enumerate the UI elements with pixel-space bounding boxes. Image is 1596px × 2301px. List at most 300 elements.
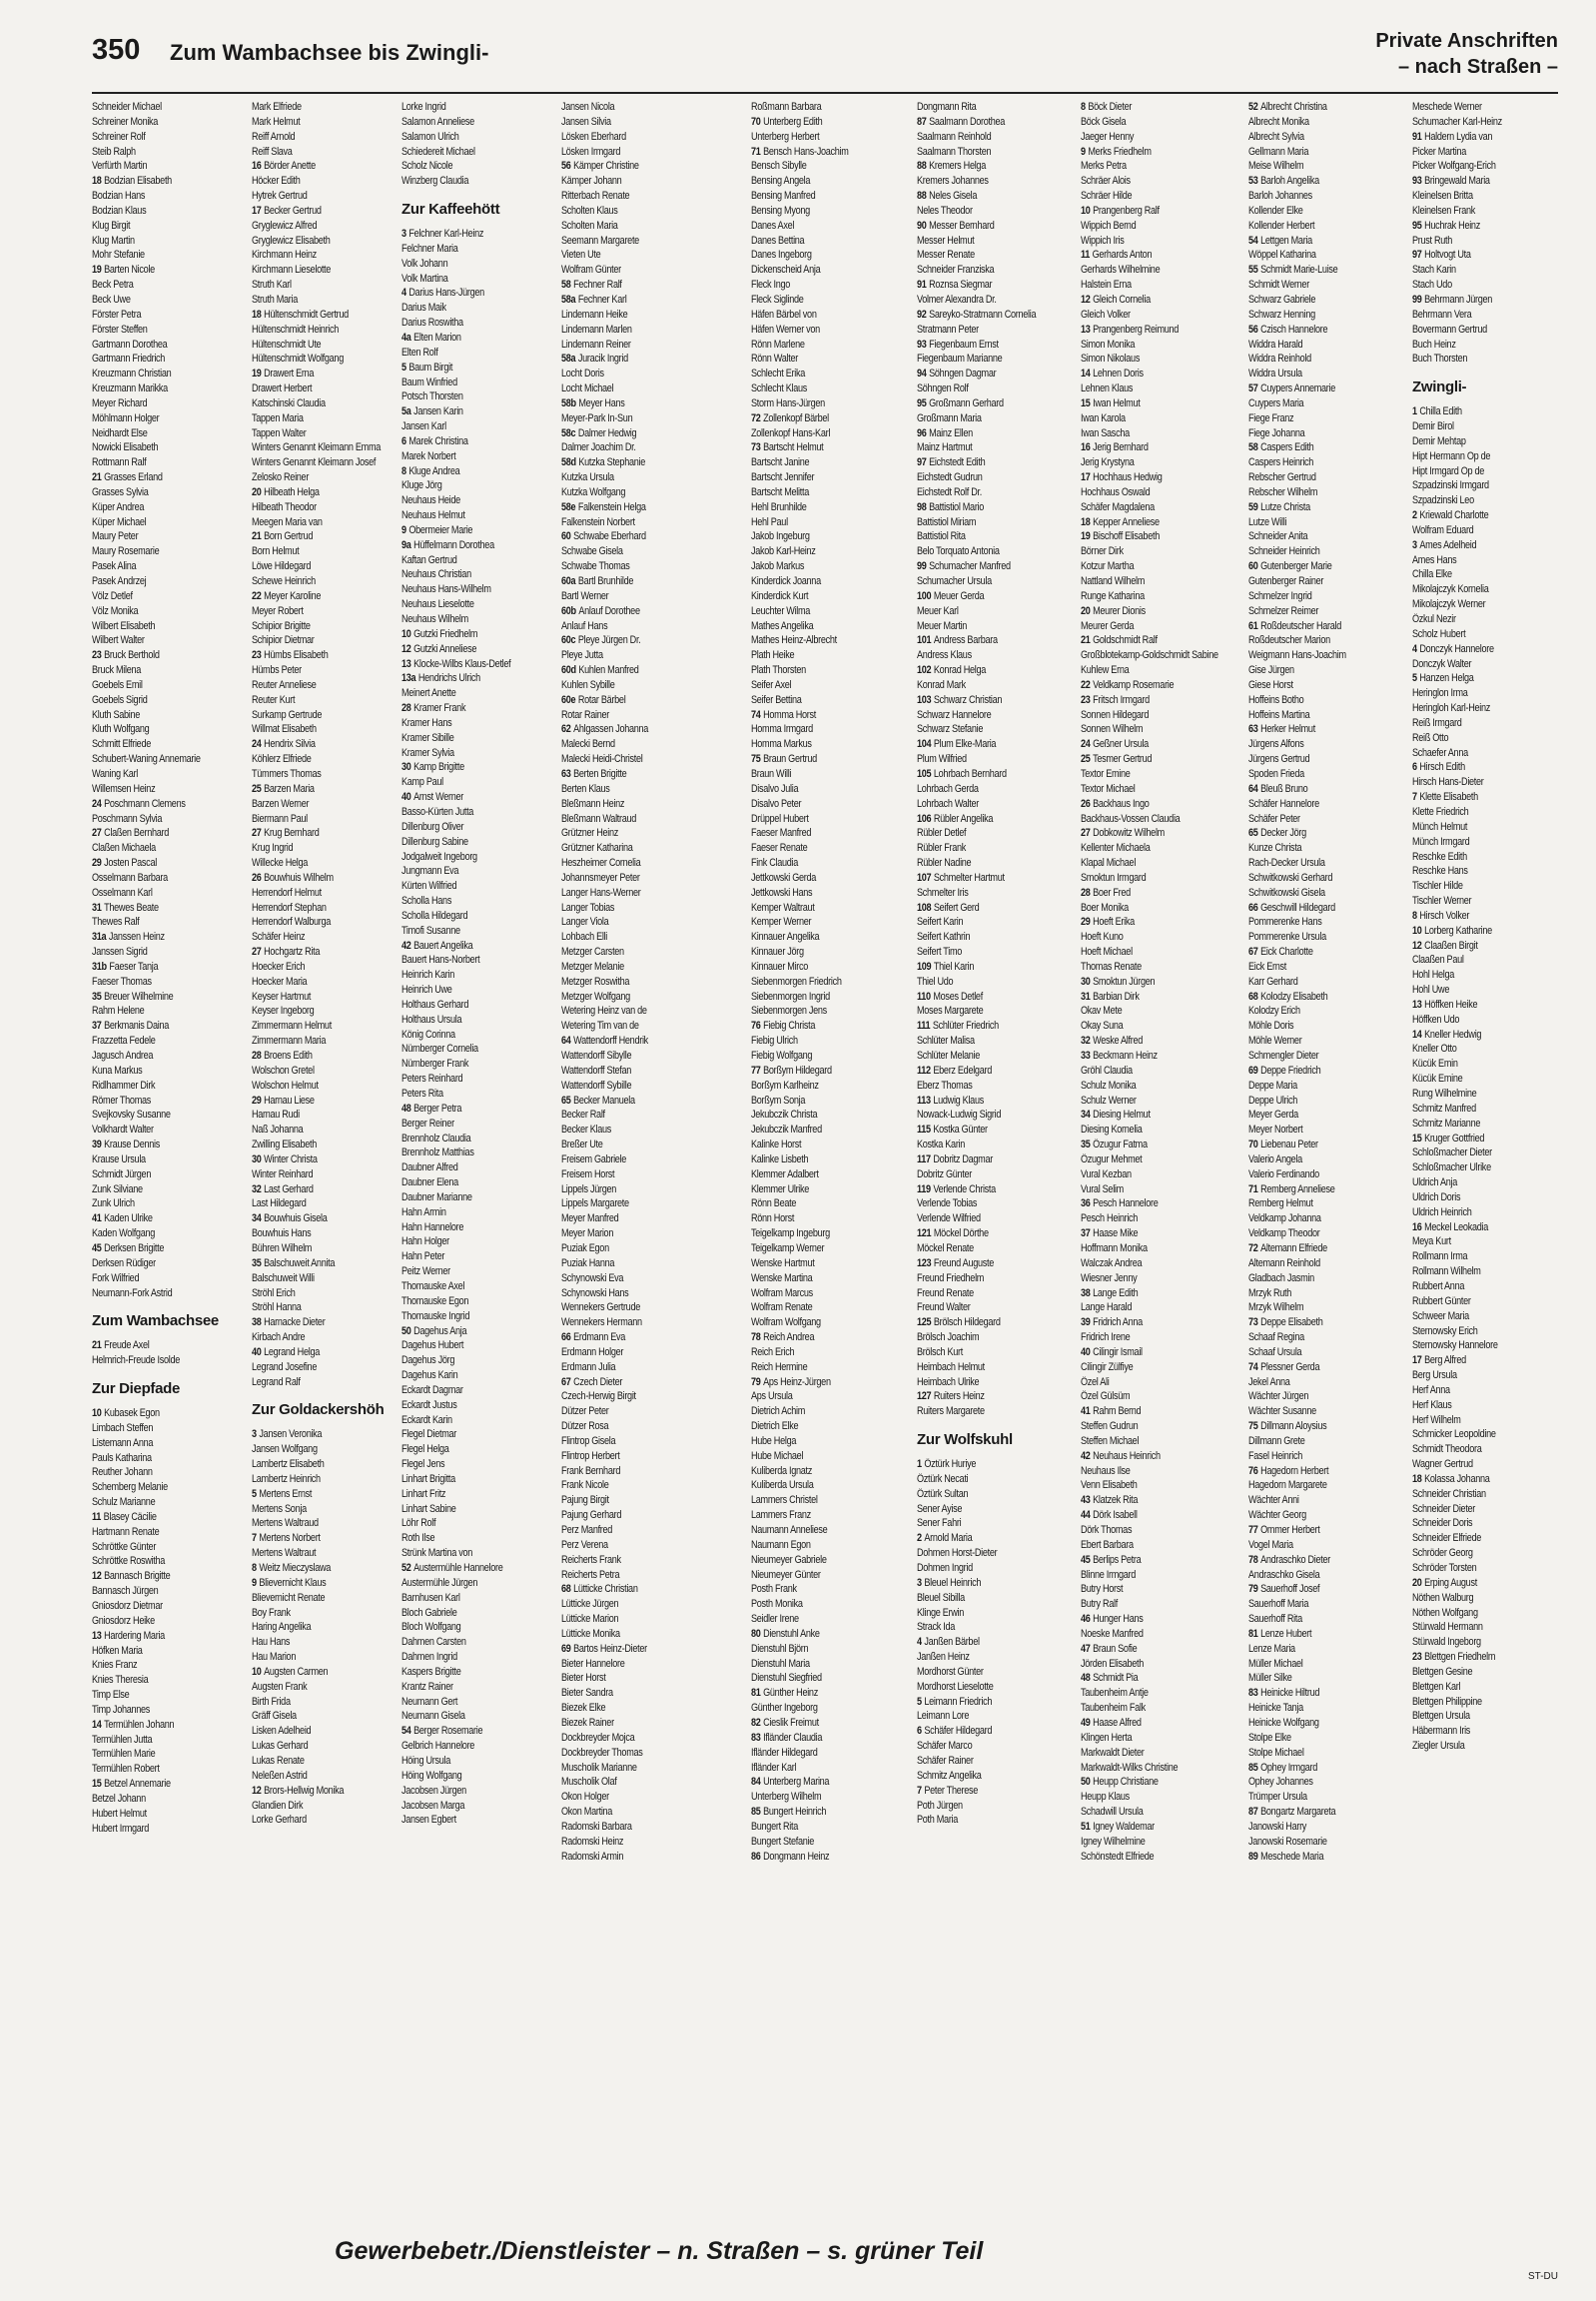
address-entry: Katschinski Claudia xyxy=(252,396,326,409)
address-entry: Neuhaus Heide xyxy=(401,494,460,507)
address-entry: Bloch Wolfgang xyxy=(401,1621,461,1634)
address-entry: Kostka Karin xyxy=(917,1139,966,1151)
address-entry: Ebert Barbara xyxy=(1081,1538,1134,1551)
section-title xyxy=(1375,28,1558,80)
address-entry: 21 Freude Axel xyxy=(92,1339,150,1352)
address-entry: Wennekers Hermann xyxy=(561,1316,642,1329)
house-number: 14 xyxy=(1412,1028,1422,1041)
address-entry: Termühlen Jutta xyxy=(92,1733,153,1746)
address-entry: Maury Peter xyxy=(92,530,139,543)
house-number: 3 xyxy=(1412,538,1417,551)
address-entry: Ströhl Hanna xyxy=(252,1301,302,1314)
address-entry: 7 Peter Therese xyxy=(917,1784,979,1797)
address-entry: Perz Manfred xyxy=(561,1524,613,1536)
address-entry: 34 Bouwhuis Gisela xyxy=(252,1212,328,1225)
address-entry: Helmrich-Freude Isolde xyxy=(92,1354,181,1367)
house-number: 2 xyxy=(1412,509,1417,522)
house-number: 29 xyxy=(92,857,102,870)
address-entry: Schmitz Angelika xyxy=(917,1769,982,1782)
house-number: 3 xyxy=(401,228,406,241)
address-entry: Jettkowski Gerda xyxy=(751,871,817,884)
address-entry: Stürwald Ingeborg xyxy=(1412,1636,1481,1649)
address-entry: 58 Fechner Ralf xyxy=(561,279,622,292)
house-number: 113 xyxy=(917,1094,931,1107)
address-entry: Reuther Johann xyxy=(92,1466,153,1479)
address-entry: Haring Angelika xyxy=(252,1621,312,1634)
address-entry: 115 Kostka Günter xyxy=(917,1124,988,1137)
address-entry: Kluth Wolfgang xyxy=(92,723,150,736)
address-entry: 38 Lange Edith xyxy=(1081,1286,1139,1299)
address-entry: 45 Berlips Petra xyxy=(1081,1553,1142,1566)
address-entry: Meya Kurt xyxy=(1412,1235,1451,1248)
address-entry: 75 Braun Gertrud xyxy=(751,753,817,766)
address-entry: Wagner Gertrud xyxy=(1412,1458,1473,1471)
address-entry: Iwan Sascha xyxy=(1081,426,1130,439)
address-entry: Wattendorff Stefan xyxy=(561,1064,632,1077)
address-entry: Herf Klaus xyxy=(1412,1398,1452,1411)
address-entry: Kutzka Ursula xyxy=(561,471,614,484)
address-entry: Mordhorst Lieselotte xyxy=(917,1680,994,1693)
address-entry: Mertens Waltraut xyxy=(252,1547,317,1560)
address-entry: Kramer Hans xyxy=(401,716,452,729)
address-entry: Höffken Udo xyxy=(1412,1013,1460,1026)
address-entry: 103 Schwarz Christian xyxy=(917,693,1003,706)
address-entry: Berten Klaus xyxy=(561,782,610,795)
address-entry: Reicherts Frank xyxy=(561,1553,621,1566)
address-entry: Pauls Katharina xyxy=(92,1451,152,1464)
house-number: 78 xyxy=(1248,1553,1258,1566)
house-number: 5 xyxy=(917,1695,922,1708)
address-entry: Uldrich Doris xyxy=(1412,1190,1461,1203)
house-number: 89 xyxy=(1248,1850,1258,1863)
address-entry: Termühlen Marie xyxy=(92,1748,156,1761)
address-entry: Sternowsky Erich xyxy=(1412,1324,1478,1337)
address-entry: 15 Iwan Helmut xyxy=(1081,396,1141,409)
address-entry: Häbermann Iris xyxy=(1412,1725,1471,1738)
address-entry: Volmer Alexandra Dr. xyxy=(917,293,997,306)
address-entry: Danes Ingeborg xyxy=(751,249,812,262)
address-entry: Pajung Birgit xyxy=(561,1494,609,1507)
address-entry: 57 Cuypers Annemarie xyxy=(1248,383,1336,395)
address-entry: 87 Saalmann Dorothea xyxy=(917,115,1006,128)
address-entry: Pasek Andrzej xyxy=(92,575,147,587)
address-entry: Bleßmann Heinz xyxy=(561,797,625,810)
address-entry: Herrendorf Stephan xyxy=(252,901,327,914)
house-number: 8 xyxy=(1081,101,1086,113)
address-entry: Kuhlew Erna xyxy=(1081,664,1130,677)
address-entry: 10 Kubasek Egon xyxy=(92,1407,160,1420)
house-number: 9 xyxy=(401,523,406,536)
address-entry: Diesing Kornelia xyxy=(1081,1124,1143,1137)
address-entry: Albrecht Sylvia xyxy=(1248,130,1304,143)
address-entry: Radomski Barbara xyxy=(561,1820,632,1833)
address-entry: Schaaf Regina xyxy=(1248,1331,1304,1344)
address-entry: Borßym Sonja xyxy=(751,1094,806,1107)
house-number: 8 xyxy=(401,464,406,477)
house-number: 3 xyxy=(252,1428,257,1441)
address-entry: Freisem Gabriele xyxy=(561,1152,627,1165)
address-entry: 47 Braun Sofie xyxy=(1081,1642,1138,1655)
address-entry: Wilbert Elisabeth xyxy=(92,619,156,632)
address-entry: Jansen Nicola xyxy=(561,101,615,113)
address-entry: Lukas Renate xyxy=(252,1754,305,1767)
address-entry: Taubenheim Antje xyxy=(1081,1687,1149,1700)
address-entry: Holthaus Gerhard xyxy=(401,998,469,1011)
address-entry: 13 Prangenberg Reimund xyxy=(1081,323,1180,336)
address-entry: Termühlen Robert xyxy=(92,1763,160,1776)
address-entry: Verlende Tobias xyxy=(917,1197,978,1210)
address-entry: Siebenmorgen Jens xyxy=(751,1005,827,1018)
address-entry: Poth Maria xyxy=(917,1814,959,1827)
address-entry: Schadwill Ursula xyxy=(1081,1806,1144,1819)
address-entry: Fork Wilfried xyxy=(92,1271,140,1284)
address-entry: Gryglewicz Alfred xyxy=(252,219,318,232)
address-entry: Hochhaus Oswald xyxy=(1081,485,1151,498)
house-number: 21 xyxy=(1081,634,1091,647)
address-entry: Neumann Gisela xyxy=(401,1710,465,1723)
address-entry: Schreiner Rolf xyxy=(92,130,146,143)
address-entry: Jungmann Eva xyxy=(401,865,459,878)
house-number: 23 xyxy=(92,649,102,662)
address-entry: Thiel Udo xyxy=(917,975,954,988)
address-entry: 35 Balschuweit Annita xyxy=(252,1256,336,1269)
address-entry: Großmann Maria xyxy=(917,411,982,424)
address-entry: 24 Hendrix Silvia xyxy=(252,738,316,751)
address-entry: Bleuel Sibilla xyxy=(917,1591,965,1604)
address-entry: Förster Steffen xyxy=(92,323,148,336)
address-entry: 10 Gutzki Friedhelm xyxy=(401,627,478,640)
house-number: 58 xyxy=(561,279,571,292)
house-number: 12 xyxy=(401,642,411,655)
address-entry: Albrecht Monika xyxy=(1248,115,1309,128)
house-number: 52 xyxy=(1248,101,1258,113)
address-entry: Weigmann Hans-Joachim xyxy=(1248,649,1346,662)
address-entry: Drüppel Hubert xyxy=(751,812,809,825)
address-entry: Kluth Sabine xyxy=(92,708,141,721)
house-number: 13 xyxy=(1412,998,1422,1011)
address-entry: Volkhardt Walter xyxy=(92,1124,154,1137)
house-number: 39 xyxy=(92,1139,102,1151)
address-entry: 36 Pesch Hannelore xyxy=(1081,1197,1159,1210)
address-entry: 19 Barten Nicole xyxy=(92,264,155,277)
address-entry: Daubner Marianne xyxy=(401,1190,472,1203)
address-entry: Schloßmacher Dieter xyxy=(1412,1147,1492,1159)
address-entry: 60b Anlauf Dorothee xyxy=(561,604,640,617)
address-entry: Beck Petra xyxy=(92,279,134,292)
address-entry: Scholz Hubert xyxy=(1412,627,1466,640)
address-entry: Lammers Franz xyxy=(751,1509,811,1522)
address-entry: 58 Caspers Edith xyxy=(1248,441,1314,454)
address-entry: Saalmann Reinhold xyxy=(917,130,992,143)
address-entry: Zelosko Reiner xyxy=(252,471,310,484)
address-entry: Brölsch Kurt xyxy=(917,1345,964,1358)
address-entry: 9 Merks Friedhelm xyxy=(1081,145,1152,158)
address-entry: Heszheimer Cornelia xyxy=(561,857,641,870)
address-entry: Lukas Gerhard xyxy=(252,1740,309,1753)
house-number: 58 xyxy=(1248,441,1258,454)
address-entry: Barloh Johannes xyxy=(1248,190,1312,203)
address-entry: Rönn Beate xyxy=(751,1197,797,1210)
address-entry: Reschke Edith xyxy=(1412,850,1467,863)
address-entry: Biezek Rainer xyxy=(561,1716,614,1729)
house-number: 76 xyxy=(1248,1464,1258,1477)
address-entry: Unterberg Herbert xyxy=(751,130,820,143)
address-entry: Kolodzy Erich xyxy=(1248,1005,1300,1018)
address-entry: 17 Hochhaus Hedwig xyxy=(1081,471,1163,484)
house-number: 26 xyxy=(1081,797,1091,810)
address-entry: Hoffeins Botho xyxy=(1248,693,1304,706)
address-entry: Harnau Rudi xyxy=(252,1109,300,1122)
house-number: 24 xyxy=(1081,738,1091,751)
house-number: 99 xyxy=(1412,293,1422,306)
address-entry: Dützer Peter xyxy=(561,1405,609,1418)
address-entry: 38 Harnacke Dieter xyxy=(252,1316,326,1329)
address-entry: Schloßmacher Ulrike xyxy=(1412,1161,1491,1174)
address-entry: Hubert Irmgard xyxy=(92,1822,150,1835)
address-entry: 78 Andraschko Dieter xyxy=(1248,1553,1330,1566)
address-entry: Osselmann Barbara xyxy=(92,871,168,884)
address-entry: Kuliberda Ursula xyxy=(751,1479,814,1492)
address-entry: Battistiol Rita xyxy=(917,530,966,543)
address-entry: Seidler Irene xyxy=(751,1613,799,1626)
address-entry: 97 Holtvogt Uta xyxy=(1412,249,1471,262)
address-entry: Hau Marion xyxy=(252,1651,297,1664)
address-entry: Caspers Heinrich xyxy=(1248,456,1314,469)
address-entry: Günther Ingeborg xyxy=(751,1702,818,1715)
address-entry: Möhle Werner xyxy=(1248,1035,1302,1048)
address-entry: Özel Ali xyxy=(1081,1375,1110,1388)
address-entry: Fiebig Ulrich xyxy=(751,1035,798,1048)
address-entry: Hau Hans xyxy=(252,1636,291,1649)
address-entry: Gerhards Wilhelmine xyxy=(1081,264,1161,277)
address-entry: 123 Freund Auguste xyxy=(917,1256,995,1269)
address-entry: Sauerhoff Rita xyxy=(1248,1613,1302,1626)
address-entry: Okon Holger xyxy=(561,1791,609,1804)
address-entry: Müller Michael xyxy=(1248,1657,1303,1670)
house-number: 63 xyxy=(561,767,571,780)
address-entry: 5 Baum Birgit xyxy=(401,361,453,374)
address-entry: Klingen Herta xyxy=(1081,1731,1133,1744)
address-entry: Holthaus Ursula xyxy=(401,1013,462,1026)
address-entry: Küper Michael xyxy=(92,515,147,528)
house-number: 30 xyxy=(252,1152,262,1165)
address-entry: 16 Jerig Bernhard xyxy=(1081,441,1149,454)
address-entry: Flegel Dietmar xyxy=(401,1428,457,1441)
house-number: 19 xyxy=(1081,530,1091,543)
address-entry: Özugur Mehmet xyxy=(1081,1152,1143,1165)
section-title-line1: Private Anschriften xyxy=(1375,30,1558,52)
directory-column xyxy=(917,100,1077,1828)
address-entry: Kücük Emin xyxy=(1412,1058,1458,1071)
address-entry: 40 Arnst Werner xyxy=(401,791,464,804)
address-entry: Daubner Elena xyxy=(401,1176,458,1189)
address-entry: Plath Heike xyxy=(751,649,795,662)
address-entry: Heinicke Wolfgang xyxy=(1248,1716,1319,1729)
house-number: 79 xyxy=(751,1375,761,1388)
address-entry: Rübler Nadine xyxy=(917,857,972,870)
address-entry: 111 Schlüter Friedrich xyxy=(917,1020,999,1033)
address-entry: Baum Winfried xyxy=(401,376,457,388)
address-entry: Wächter Jürgen xyxy=(1248,1390,1309,1403)
house-number: 102 xyxy=(917,664,932,677)
house-number: 30 xyxy=(1081,975,1091,988)
address-entry: Gelbrich Hannelore xyxy=(401,1740,475,1753)
address-entry: Plath Thorsten xyxy=(751,664,806,677)
address-entry: Maury Rosemarie xyxy=(92,545,160,558)
address-entry: 3 Jansen Veronika xyxy=(252,1428,323,1441)
address-entry: Mertens Waltraud xyxy=(252,1517,319,1530)
address-entry: 27 Krug Bernhard xyxy=(252,827,320,840)
address-entry: Eckardt Dagmar xyxy=(401,1383,463,1396)
directory-column xyxy=(751,100,911,1864)
address-entry: Perz Verena xyxy=(561,1538,608,1551)
address-entry: Lohrbach Gerda xyxy=(917,782,979,795)
address-entry: Klemmer Ulrike xyxy=(751,1182,810,1195)
address-entry: 18 Kolassa Johanna xyxy=(1412,1472,1490,1485)
address-entry: Bouwhuis Hans xyxy=(252,1227,312,1240)
house-number: 106 xyxy=(917,812,932,825)
address-entry: 48 Berger Petra xyxy=(401,1102,462,1115)
house-number: 9 xyxy=(252,1576,257,1589)
house-number: 31a xyxy=(92,931,107,944)
address-entry: 23 Blettgen Friedhelm xyxy=(1412,1651,1496,1664)
directory-column xyxy=(1412,100,1572,1754)
address-entry: 109 Thiel Karin xyxy=(917,960,975,973)
house-number: 51 xyxy=(1081,1820,1091,1833)
address-entry: 67 Eick Charlotte xyxy=(1248,946,1313,959)
address-entry: 40 Legrand Helga xyxy=(252,1345,320,1358)
address-entry: Böck Gisela xyxy=(1081,115,1127,128)
address-entry: 30 Smoktun Jürgen xyxy=(1081,975,1156,988)
address-entry: 13a Hendrichs Ulrich xyxy=(401,672,480,685)
address-entry: Pommerenke Ursula xyxy=(1248,931,1326,944)
house-number: 48 xyxy=(401,1102,411,1115)
address-entry: Daubner Alfred xyxy=(401,1161,458,1174)
street-heading: Zur Kaffeehött xyxy=(401,201,500,219)
address-entry: Öztürk Necati xyxy=(917,1472,969,1485)
address-entry: Dickenscheid Anja xyxy=(751,264,821,277)
address-entry: 20 Erping August xyxy=(1412,1576,1477,1589)
address-entry: Kramer Sylvia xyxy=(401,746,454,759)
address-entry: Reich Hermine xyxy=(751,1360,808,1373)
address-entry: Schneider Anita xyxy=(1248,530,1308,543)
address-entry: 68 Kolodzy Elisabeth xyxy=(1248,990,1328,1003)
address-entry: 26 Backhaus Ingo xyxy=(1081,797,1150,810)
address-entry: Neidhardt Else xyxy=(92,426,148,439)
house-number: 16 xyxy=(252,160,262,173)
house-number: 10 xyxy=(252,1665,262,1678)
address-entry: Reich Erich xyxy=(751,1345,795,1358)
address-entry: Zimmermann Helmut xyxy=(252,1020,332,1033)
address-entry: Remberg Helmut xyxy=(1248,1197,1313,1210)
address-entry: 86 Dongmann Heinz xyxy=(751,1850,830,1863)
address-entry: 59 Lutze Christa xyxy=(1248,500,1310,513)
house-number: 83 xyxy=(751,1731,761,1744)
address-entry: 113 Ludwig Klaus xyxy=(917,1094,984,1107)
address-entry: Roßdeutscher Marion xyxy=(1248,634,1330,647)
address-entry: Boer Monika xyxy=(1081,901,1129,914)
address-entry: Flintrop Herbert xyxy=(561,1449,620,1462)
address-entry: Trümper Ursula xyxy=(1248,1791,1307,1804)
address-entry: Blievernicht Renate xyxy=(252,1591,326,1604)
address-entry: 6 Schäfer Hildegard xyxy=(917,1725,993,1738)
house-number: 60a xyxy=(561,575,576,587)
house-number: 21 xyxy=(92,471,102,484)
address-entry: 72 Altemann Elfriede xyxy=(1248,1241,1327,1254)
house-number: 6 xyxy=(401,434,406,447)
address-entry: 4a Elten Marion xyxy=(401,331,461,344)
address-entry: 40 Cilingir Ismail xyxy=(1081,1345,1143,1358)
address-entry: Barnhusen Karl xyxy=(401,1591,460,1604)
address-entry: Kemper Waltraut xyxy=(751,901,815,914)
house-number: 67 xyxy=(561,1375,571,1388)
address-entry: Jekel Anna xyxy=(1248,1375,1290,1388)
address-entry: Herrendorf Walburga xyxy=(252,916,332,929)
address-entry: Blettgen Ursula xyxy=(1412,1710,1470,1723)
address-entry: 96 Mainz Ellen xyxy=(917,426,973,439)
address-entry: Siebenmorgen Ingrid xyxy=(751,990,830,1003)
address-entry: Aps Ursula xyxy=(751,1390,793,1403)
address-entry: Dützer Rosa xyxy=(561,1420,609,1433)
address-entry: Nöthen Wolfgang xyxy=(1412,1606,1478,1619)
address-entry: Markwaldt-Wilks Christine xyxy=(1081,1761,1179,1774)
address-entry: Willmat Elisabeth xyxy=(252,723,317,736)
address-entry: Schneider Doris xyxy=(1412,1517,1473,1530)
address-entry: Großblotekamp-Goldschmidt Sabine xyxy=(1081,649,1218,662)
address-entry: 83 Ifländer Claudia xyxy=(751,1731,823,1744)
address-entry: 21 Goldschmidt Ralf xyxy=(1081,634,1158,647)
address-entry: Rung Wilhelmine xyxy=(1412,1088,1477,1100)
house-number: 58c xyxy=(561,426,576,439)
address-entry: Lippels Jürgen xyxy=(561,1182,617,1195)
address-entry: Balschuweit Willi xyxy=(252,1271,315,1284)
address-entry: 98 Battistiol Mario xyxy=(917,500,985,513)
house-number: 14 xyxy=(1081,368,1091,381)
address-entry: 106 Rübler Angelika xyxy=(917,812,994,825)
house-number: 5 xyxy=(252,1487,257,1500)
address-entry: Tappen Maria xyxy=(252,411,304,424)
address-entry: Limbach Steffen xyxy=(92,1421,154,1434)
address-entry: Knies Franz xyxy=(92,1659,138,1672)
address-entry: Tischler Hilde xyxy=(1412,880,1463,893)
address-entry: Stach Karin xyxy=(1412,264,1456,277)
address-entry: Jacobsen Marga xyxy=(401,1799,465,1812)
address-entry: Muscholik Marianne xyxy=(561,1761,637,1774)
address-entry: Rollmann Wilhelm xyxy=(1412,1265,1481,1278)
address-entry: Okon Martina xyxy=(561,1806,613,1819)
address-entry: 3 Ames Adelheid xyxy=(1412,538,1477,551)
address-entry: Wippich Bernd xyxy=(1081,219,1137,232)
address-entry: 97 Eichstedt Edith xyxy=(917,456,986,469)
address-entry: Berger Reiner xyxy=(401,1117,454,1130)
address-entry: Lehnen Klaus xyxy=(1081,383,1134,395)
address-entry: 42 Neuhaus Heinrich xyxy=(1081,1449,1161,1462)
address-entry: Linhart Sabine xyxy=(401,1502,456,1515)
house-number: 15 xyxy=(1412,1132,1422,1145)
address-entry: Ophey Johannes xyxy=(1248,1776,1313,1789)
house-number: 85 xyxy=(1248,1761,1258,1774)
address-entry: 16 Meckel Leokadia xyxy=(1412,1220,1488,1233)
house-number: 60b xyxy=(561,604,576,617)
address-entry: Bungert Rita xyxy=(751,1820,799,1833)
address-entry: Wöppel Katharina xyxy=(1248,249,1316,262)
house-number: 27 xyxy=(252,946,262,959)
house-number: 23 xyxy=(1081,693,1091,706)
house-number: 87 xyxy=(917,115,927,128)
address-entry: Kinderdick Joanna xyxy=(751,575,821,587)
address-entry: Naumann Anneliese xyxy=(751,1524,828,1536)
address-entry: 4 Darius Hans-Jürgen xyxy=(401,287,484,300)
